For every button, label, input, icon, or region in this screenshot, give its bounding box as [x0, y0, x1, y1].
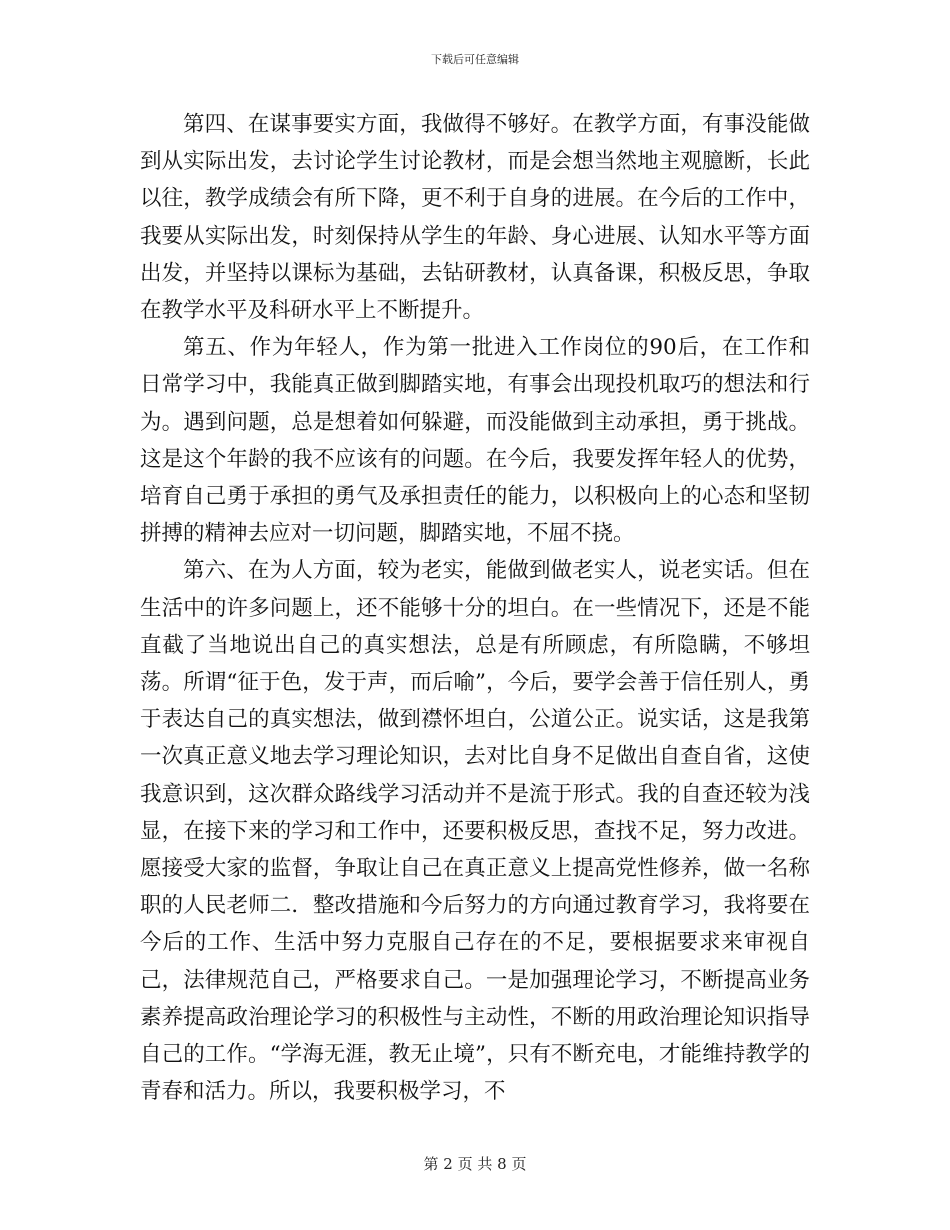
- paragraph: 第六、在为人方面，较为老实，能做到做老实人，说老实话。但在生活中的许多问题上，还不能够十分的坦白。在一些情况下，还是不能直截了当地说出自己的真实想法，总是有所顾虑，有所隐瞒，不够坦荡。所谓“征于色，发于声，而后喻”，今后，要学会善于信任别人，勇于表达自己的真实想法，做到襟怀坦白，公道公正。说实话，这是我第一次真正意义地去学习理论知识，去对比自身不足做出自查自省，这使我意识到，这次群众路线学习活动并不是流于形式。我的自查还较为浅显，在接下来的学习和工作中，还要积极反思，查找不足，努力改进。愿接受大家的监督，争取让自己在真正意义上提高党性修养，做一名称职的人民老师二．整改措施和今后努力的方向通过教育学习，我将要在今后的工作、生活中努力克服自己存在的不足，要根据要求来审视自己，法律规范自己，严格要求自己。一是加强理论学习，不断提高业务素养提高政治理论学习的积极性与主动性，不断的用政治理论知识指导自己的工作。“学海无涯，教无止境”，只有不断充电，才能维持教学的青春和活力。所以，我要积极学习，不: [140, 558, 810, 1105]
- page-number: 第 2 页 共 8 页: [423, 1155, 527, 1173]
- paragraph: 第四、在谋事要实方面，我做得不够好。在教学方面，有事没能做到从实际出发，去讨论学生讨论教材，而是会想当然地主观臆断，长此以往，教学成绩会有所下降，更不利于自身的进展。在今后的工作中，我要从实际出发，时刻保持从学生的年龄、身心进展、认知水平等方面出发，并坚持以课标为基础，去钻研教材，认真备课，积极反思，争取在教学水平及科研水平上不断提升。: [140, 112, 810, 324]
- page-header-note: 下载后可任意编辑: [431, 53, 519, 66]
- document-body: [140, 106, 810, 1110]
- paragraph: 第五、作为年轻人，作为第一批进入工作岗位的90后，在工作和日常学习中，我能真正做到脚踏实地，有事会出现投机取巧的想法和行为。遇到问题，总是想着如何躲避，而没能做到主动承担，勇于挑战。这是这个年龄的我不应该有的问题。在今后，我要发挥年轻人的优势，培育自己勇于承担的勇气及承担责任的能力，以积极向上的心态和坚韧拼搏的精神去应对一切问题，脚踏实地，不屈不挠。: [140, 335, 810, 547]
